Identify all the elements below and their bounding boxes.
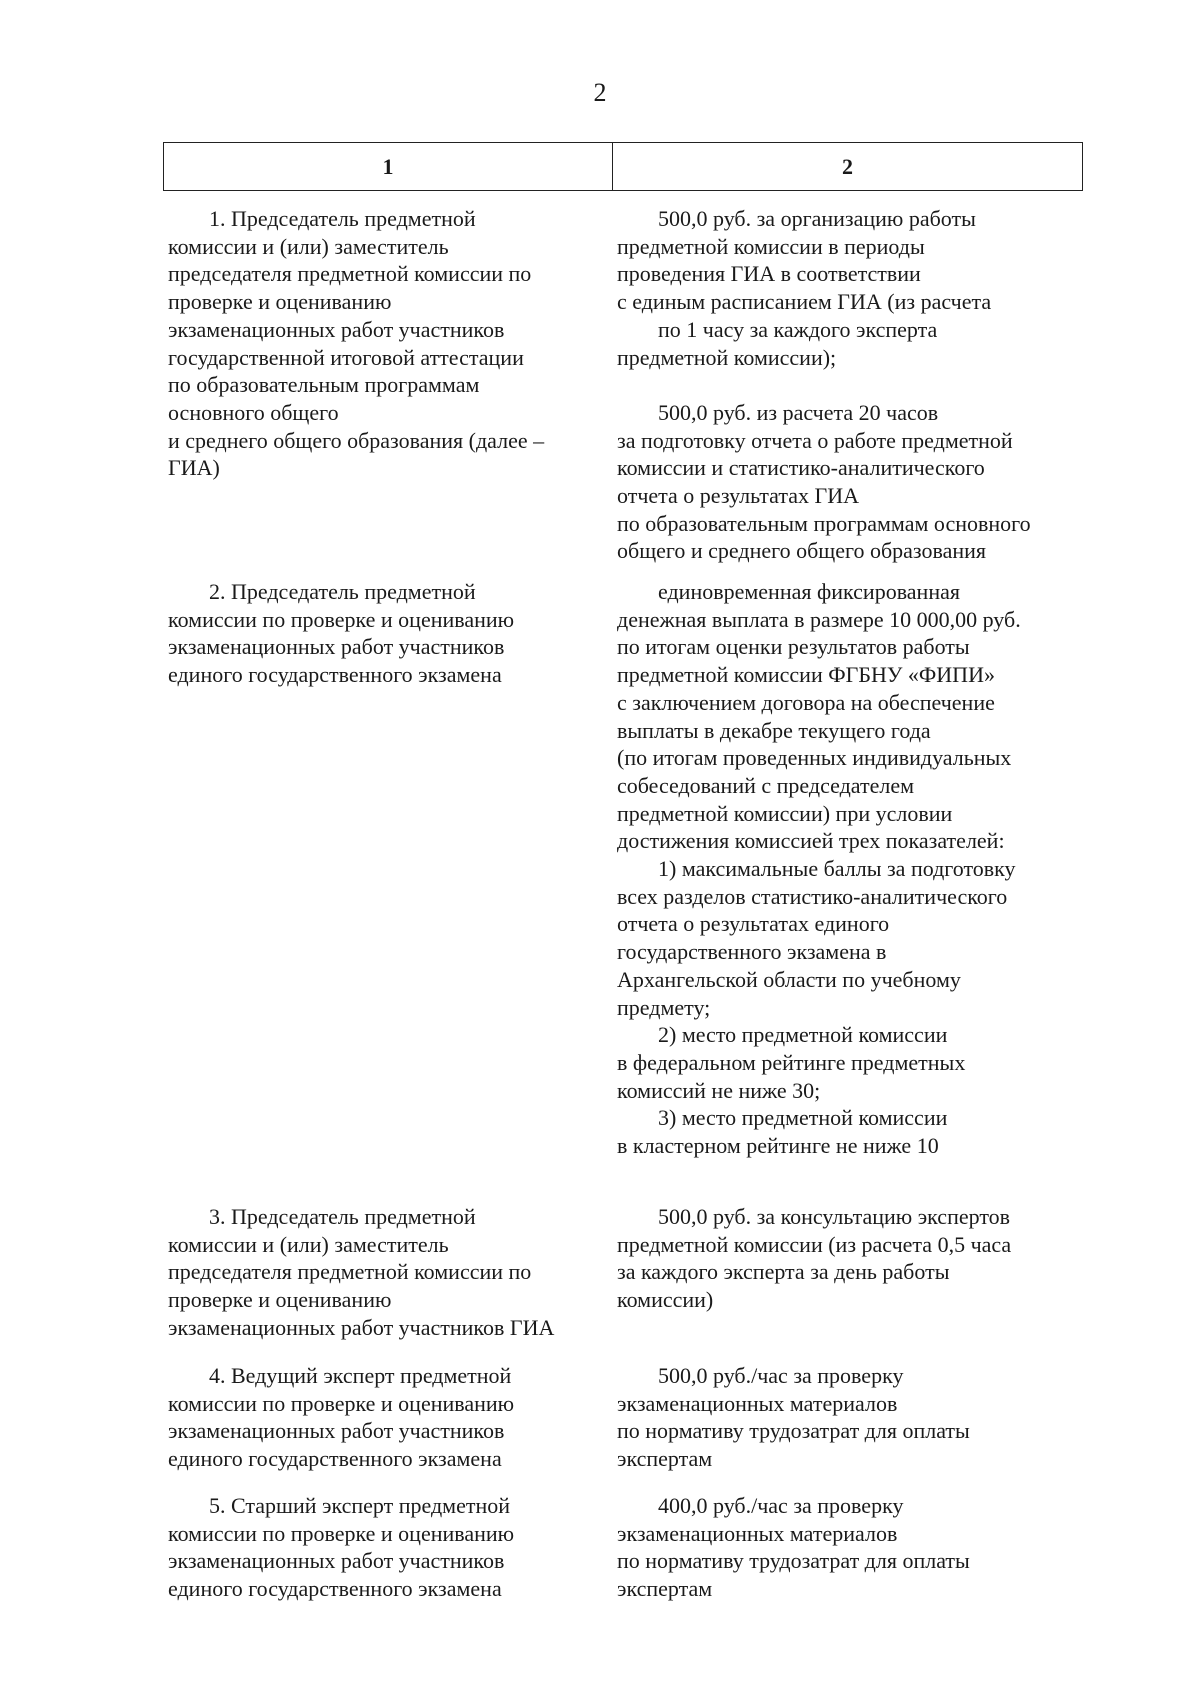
- payment-cell: [617, 1203, 1092, 1314]
- text-line: предметной комиссии ФГБНУ «ФИПИ»: [617, 662, 995, 688]
- text-line: 3) место предметной комиссии: [658, 1105, 948, 1131]
- text-line: 500,0 руб. за организацию работы: [658, 206, 976, 231]
- text-line: проверке и оцениванию: [168, 289, 392, 315]
- text-line: экзаменационных материалов: [617, 1520, 898, 1546]
- text-line: по образовательным программам основного: [617, 510, 1031, 536]
- text-line: с заключением договора на обеспечение: [617, 689, 995, 715]
- text-line: проведения ГИА в соответствии: [617, 261, 921, 287]
- text-line: комиссии и (или) заместитель: [168, 1231, 449, 1257]
- payment-cell: [617, 205, 1092, 565]
- text-line: в федеральном рейтинге предметных: [617, 1049, 966, 1075]
- table-header-row: [163, 142, 1083, 191]
- text-line: единого государственного экзамена: [168, 1576, 502, 1602]
- text-line: экзаменационных работ участников: [168, 1418, 505, 1444]
- text-line: 400,0 руб./час за проверку: [658, 1493, 904, 1518]
- text-line: по итогам оценки результатов работы: [617, 634, 970, 660]
- text-line: экзаменационных работ участников: [168, 316, 505, 342]
- text-line: 4. Ведущий эксперт предметной: [209, 1363, 512, 1388]
- text-line: комиссии по проверке и оцениванию: [168, 1390, 515, 1416]
- text-line: 3. Председатель предметной: [209, 1204, 476, 1229]
- text-line: по 1 часу за каждого эксперта: [658, 316, 938, 342]
- text-line: экспертам: [617, 1446, 713, 1472]
- payment-cell: [617, 578, 1092, 1160]
- text-line: в кластерном рейтинге не ниже 10: [617, 1133, 939, 1159]
- text-line: экзаменационных материалов: [617, 1390, 898, 1416]
- text-line: по образовательным программам: [168, 372, 480, 398]
- text-line: экзаменационных работ участников ГИА: [168, 1314, 555, 1340]
- text-line: всех разделов статистико-аналитического: [617, 883, 1008, 909]
- text-line: комиссии и (или) заместитель: [168, 233, 449, 259]
- text-line: комиссии по проверке и оцениванию: [168, 606, 515, 632]
- text-line: 1) максимальные баллы за подготовку: [658, 856, 1016, 882]
- position-cell: [168, 1203, 608, 1342]
- text-line: Архангельской области по учебному: [617, 966, 961, 992]
- text-line: 2. Председатель предметной: [209, 579, 476, 604]
- text-line: экспертам: [617, 1576, 713, 1602]
- payment-cell: [617, 1362, 1092, 1473]
- text-line: предмету;: [617, 994, 711, 1020]
- text-line: комиссии по проверке и оцениванию: [168, 1520, 515, 1546]
- text-line: комиссии и статистико-аналитического: [617, 455, 985, 481]
- text-line: достижения комиссией трех показателей:: [617, 828, 1005, 854]
- text-line: предметной комиссии) при условии: [617, 800, 953, 826]
- text-line: за подготовку отчета о работе предметной: [617, 427, 1013, 453]
- text-line: по нормативу трудозатрат для оплаты: [617, 1418, 970, 1444]
- text-line: 500,0 руб. за консультацию экспертов: [658, 1204, 1011, 1229]
- column-header-1: 1: [164, 143, 613, 190]
- text-line: 5. Старший эксперт предметной: [209, 1493, 511, 1518]
- text-line: государственной итоговой аттестации: [168, 344, 524, 370]
- text-line: 2) место предметной комиссии: [658, 1022, 948, 1048]
- text-line: отчета о результатах ГИА: [617, 483, 859, 509]
- column-header-2: 2: [842, 153, 853, 179]
- text-line: собеседований с председателем: [617, 772, 915, 798]
- text-line: основного общего: [168, 399, 339, 425]
- position-cell: [168, 1362, 608, 1473]
- text-line: предметной комиссии (из расчета 0,5 часа: [617, 1231, 1012, 1257]
- text-line: 1. Председатель предметной: [209, 206, 476, 231]
- text-line: по нормативу трудозатрат для оплаты: [617, 1548, 970, 1574]
- text-line: общего и среднего общего образования: [617, 538, 987, 564]
- payment-cell: [617, 1492, 1092, 1603]
- text-line: (по итогам проведенных индивидуальных: [617, 745, 1012, 771]
- text-line: государственного экзамена в: [617, 939, 887, 965]
- text-line: председателя предметной комиссии по: [168, 1259, 532, 1285]
- text-line: с единым расписанием ГИА (из расчета: [617, 289, 992, 315]
- text-line: комиссии): [617, 1287, 714, 1313]
- text-line: 500,0 руб. из расчета 20 часов: [658, 399, 939, 425]
- position-cell: [168, 205, 608, 482]
- text-line: и среднего общего образования (далее –: [168, 427, 545, 453]
- position-cell: [168, 578, 608, 689]
- text-line: ГИА): [168, 455, 220, 481]
- text-line: выплаты в декабре текущего года: [617, 717, 931, 743]
- text-line: за каждого эксперта за день работы: [617, 1259, 950, 1285]
- text-line: отчета о результатах единого: [617, 911, 890, 937]
- text-line: экзаменационных работ участников: [168, 1548, 505, 1574]
- text-line: денежная выплата в размере 10 000,00 руб.: [617, 606, 1021, 632]
- text-line: предметной комиссии в периоды: [617, 233, 925, 259]
- position-cell: [168, 1492, 608, 1603]
- text-line: единовременная фиксированная: [658, 579, 960, 604]
- text-line: предметной комиссии);: [617, 344, 837, 370]
- text-line: [617, 371, 1092, 399]
- text-line: единого государственного экзамена: [168, 662, 502, 688]
- text-line: комиссий не ниже 30;: [617, 1077, 821, 1103]
- text-line: председателя предметной комиссии по: [168, 261, 532, 287]
- text-line: проверке и оцениванию: [168, 1287, 392, 1313]
- page-number: 2: [593, 78, 607, 107]
- text-line: экзаменационных работ участников: [168, 634, 505, 660]
- text-line: единого государственного экзамена: [168, 1446, 502, 1472]
- text-line: 500,0 руб./час за проверку: [658, 1363, 904, 1388]
